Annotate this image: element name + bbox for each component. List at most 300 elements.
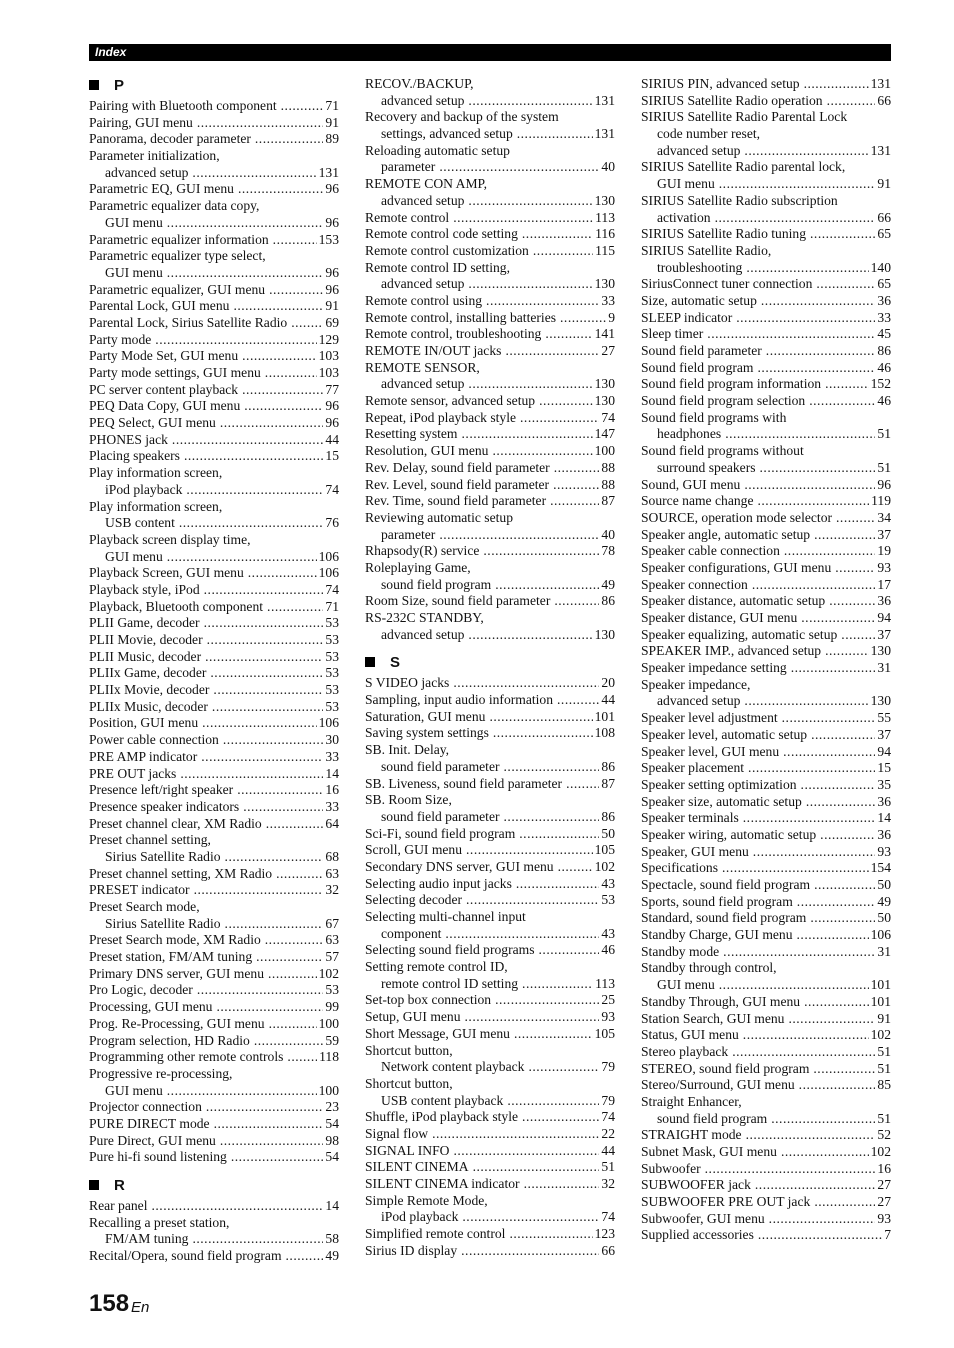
dot-leader — [504, 759, 600, 776]
index-entry — [641, 944, 891, 961]
index-entry — [365, 959, 615, 976]
entry-page-number: 94 — [877, 610, 891, 625]
entry-text: Speaker connection — [641, 576, 748, 592]
entry-text: Speaker equalizing, automatic setup — [641, 626, 838, 642]
entry-text: Station Search, GUI menu — [641, 1010, 785, 1026]
entry-page-number: 15 — [877, 760, 891, 776]
entry-page-number: 101 — [594, 708, 615, 724]
entry-text: GUI menu — [105, 548, 163, 564]
entry-text: Saving system settings — [365, 725, 489, 741]
entry-text: remote control ID setting — [381, 975, 519, 991]
entry-text: Parental Lock, GUI menu — [89, 298, 230, 314]
entry-text: REMOTE SENSOR, — [365, 359, 480, 375]
index-entry — [89, 565, 339, 582]
dot-leader — [216, 999, 323, 1016]
entry-text: PHONES jack — [89, 431, 168, 447]
entry-page-number: 88 — [601, 459, 615, 475]
index-entry — [89, 1033, 339, 1050]
entry-page-number: 50 — [601, 825, 615, 841]
dot-leader — [155, 332, 316, 349]
index-entry — [89, 1066, 339, 1083]
entry-text: Simplified remote control — [365, 1226, 506, 1242]
dot-leader — [265, 932, 324, 949]
dot-leader — [825, 376, 869, 393]
entry-text: Pairing, GUI menu — [89, 114, 193, 130]
entry-page-number: 79 — [601, 1059, 615, 1075]
index-entry — [641, 243, 891, 260]
entry-page-number: 96 — [325, 181, 339, 197]
index-entry — [365, 1043, 615, 1060]
entry-page-number: 102 — [870, 1144, 891, 1159]
entry-text: Spectacle, sound field program — [641, 877, 811, 892]
dot-leader — [256, 949, 323, 966]
entry-page-number: 103 — [318, 348, 339, 364]
entry-page-number: 27 — [601, 343, 615, 358]
entry-text: Rear panel — [89, 1198, 148, 1213]
dot-leader — [213, 682, 323, 699]
entry-text: PRE OUT jacks — [89, 765, 177, 781]
entry-page-number: 153 — [318, 231, 339, 247]
entry-text: Parametric equalizer information — [89, 231, 269, 247]
index-entry — [89, 866, 339, 883]
entry-text: surround speakers — [657, 459, 756, 475]
page-number: 158 — [89, 1290, 130, 1317]
entry-text: Party mode settings, GUI menu — [89, 365, 261, 380]
entry-page-number: 37 — [877, 626, 891, 642]
index-entry — [89, 766, 339, 783]
entry-text: Rev. Delay, sound field parameter — [365, 459, 550, 475]
entry-page-number: 68 — [325, 848, 339, 864]
entry-text: Rhapsody(R) service — [365, 543, 480, 559]
entry-page-number: 93 — [877, 843, 891, 859]
dot-leader — [269, 1016, 317, 1033]
entry-page-number: 46 — [877, 359, 891, 375]
entry-page-number: 51 — [877, 1043, 891, 1059]
entry-text: RECOV./BACKUP, — [365, 76, 474, 91]
entry-page-number: 101 — [870, 977, 891, 993]
index-entry — [641, 126, 891, 143]
index-entry — [89, 582, 339, 599]
entry-page-number: 93 — [877, 1210, 891, 1226]
index-entry — [641, 1144, 891, 1161]
entry-text: GUI menu — [105, 264, 163, 280]
entry-page-number: 27 — [877, 1194, 891, 1210]
entry-page-number: 53 — [325, 982, 339, 998]
entry-text: Presence speaker indicators — [89, 798, 240, 814]
dot-leader — [811, 727, 875, 744]
index-entry — [641, 977, 891, 994]
entry-page-number: 130 — [594, 376, 615, 392]
entry-text: Party Mode Set, GUI menu — [89, 348, 239, 364]
entry-page-number: 131 — [594, 92, 615, 108]
entry-text: Stereo playback — [641, 1043, 729, 1059]
entry-text: Remote control — [365, 209, 450, 225]
entry-page-number: 140 — [870, 259, 891, 275]
dot-leader — [725, 426, 875, 443]
index-entry — [641, 1127, 891, 1144]
index-entry — [365, 859, 615, 876]
entry-page-number: 113 — [595, 209, 615, 225]
index-entry — [89, 1049, 339, 1066]
section-letter: S — [390, 653, 401, 671]
entry-page-number: 130 — [870, 643, 891, 659]
index-entry — [89, 415, 339, 432]
dot-leader — [242, 348, 316, 365]
entry-page-number: 129 — [318, 331, 339, 347]
entry-text: Playback screen display time, — [89, 531, 251, 547]
dot-leader — [439, 159, 599, 176]
dot-leader — [801, 610, 875, 627]
entry-page-number: 108 — [594, 725, 615, 741]
dot-leader — [825, 643, 869, 660]
entry-page-number: 74 — [601, 1109, 615, 1125]
dot-leader — [820, 827, 875, 844]
entry-page-number: 51 — [877, 1110, 891, 1126]
index-entry — [365, 627, 615, 644]
index-entry — [641, 376, 891, 393]
entry-text: component — [381, 925, 442, 941]
entry-text: Remote control using — [365, 292, 483, 308]
index-entry — [365, 942, 615, 959]
entry-text: PLIIx Movie, decoder — [89, 682, 210, 698]
entry-page-number: 96 — [325, 214, 339, 230]
entry-page-number: 44 — [601, 1142, 615, 1158]
entry-page-number: 101 — [870, 993, 891, 1009]
entry-page-number: 31 — [877, 943, 891, 959]
index-entry — [641, 527, 891, 544]
index-entry — [641, 360, 891, 377]
dot-leader — [553, 477, 599, 494]
index-entry — [365, 1143, 615, 1160]
section-heading — [89, 1176, 339, 1194]
entry-page-number: 99 — [325, 999, 339, 1015]
dot-leader — [550, 493, 599, 510]
entry-text: SB. Init. Delay, — [365, 742, 450, 758]
dot-leader — [220, 415, 324, 432]
entry-text: SLEEP indicator — [641, 309, 733, 325]
entry-page-number: 45 — [877, 326, 891, 342]
entry-text: SIRIUS Satellite Radio parental lock, — [641, 159, 846, 175]
index-entry — [89, 649, 339, 666]
index-entry — [641, 443, 891, 460]
entry-page-number: 46 — [601, 942, 615, 958]
dot-leader — [755, 1177, 876, 1194]
entry-page-number: 54 — [325, 1115, 339, 1131]
entry-text: Recalling a preset station, — [89, 1214, 230, 1230]
dot-leader — [269, 282, 323, 299]
entry-text: Sirius Satellite Radio — [105, 848, 221, 864]
index-entry — [89, 882, 339, 899]
entry-text: Selecting sound field programs — [365, 942, 535, 958]
entry-text: Prog. Re-Processing, GUI menu — [89, 1015, 265, 1031]
entry-text: advanced setup — [657, 693, 741, 709]
entry-page-number: 33 — [325, 748, 339, 764]
entry-page-number: 35 — [877, 776, 891, 792]
index-entry — [365, 759, 615, 776]
entry-text: Party mode — [89, 331, 152, 347]
entry-text: GUI menu — [657, 176, 715, 192]
entry-page-number: 100 — [594, 443, 615, 459]
entry-page-number: 98 — [325, 1132, 339, 1148]
entry-text: PURE DIRECT mode — [89, 1115, 210, 1131]
index-entry — [641, 276, 891, 293]
index-entry — [365, 692, 615, 709]
dot-leader — [201, 749, 323, 766]
entry-text: Sound field programs with — [641, 409, 787, 425]
dot-leader — [468, 93, 592, 110]
entry-text: Scroll, GUI menu — [365, 842, 463, 858]
dot-leader — [495, 992, 599, 1009]
section-letter: R — [114, 1176, 125, 1194]
dot-leader — [212, 699, 323, 716]
dot-leader — [473, 1159, 600, 1176]
dot-leader — [752, 577, 876, 594]
index-entry — [641, 143, 891, 160]
index-entry — [89, 966, 339, 983]
entry-text: Subwoofer — [641, 1160, 701, 1176]
dot-leader — [242, 382, 323, 399]
index-entry — [365, 1243, 615, 1260]
dot-leader — [791, 660, 876, 677]
dot-leader — [192, 165, 316, 182]
index-entry — [365, 360, 615, 377]
dot-leader — [707, 326, 875, 343]
index-entry — [641, 860, 891, 877]
dot-leader — [519, 826, 599, 843]
section-letter: P — [114, 76, 125, 94]
index-entry — [89, 1248, 339, 1265]
index-entry — [365, 243, 615, 260]
entry-page-number: 86 — [877, 343, 891, 358]
index-entry — [365, 293, 615, 310]
index-entry — [89, 515, 339, 532]
entry-text: Pure hi-fi sound listening — [89, 1149, 227, 1165]
square-bullet-icon — [365, 657, 375, 667]
index-entry — [365, 675, 615, 692]
entry-text: Playback, Bluetooth component — [89, 598, 264, 614]
entry-page-number: 100 — [318, 1015, 339, 1031]
index-entry — [641, 827, 891, 844]
index-entry — [641, 1161, 891, 1178]
entry-page-number: 46 — [877, 393, 891, 409]
dot-leader — [192, 1231, 323, 1248]
entry-page-number: 91 — [325, 298, 339, 314]
entry-page-number: 87 — [601, 493, 615, 509]
dot-leader — [758, 1227, 882, 1244]
dot-leader — [453, 1143, 599, 1160]
index-entry — [641, 744, 891, 761]
index-entry — [641, 960, 891, 977]
dot-leader — [167, 215, 324, 232]
entry-text: SIRIUS Satellite Radio Parental Lock — [641, 109, 848, 125]
index-entry — [89, 332, 339, 349]
index-entry — [365, 460, 615, 477]
index-entry — [89, 499, 339, 516]
index-entry — [641, 627, 891, 644]
dot-leader — [829, 593, 875, 610]
index-entry — [89, 1231, 339, 1248]
section-label: Index — [95, 45, 127, 59]
index-entry — [89, 699, 339, 716]
entry-page-number: 91 — [325, 114, 339, 130]
entry-text: Speaker level adjustment — [641, 710, 778, 726]
entry-text: Parametric equalizer data copy, — [89, 198, 260, 214]
entry-page-number: 96 — [325, 415, 339, 431]
index-entry — [365, 776, 615, 793]
entry-text: S VIDEO jacks — [365, 675, 450, 691]
entry-text: SB. Room Size, — [365, 792, 452, 808]
entry-page-number: 49 — [601, 576, 615, 592]
entry-page-number: 16 — [325, 782, 339, 798]
entry-text: activation — [657, 209, 711, 225]
entry-text: Power cable connection — [89, 732, 219, 748]
entry-page-number: 93 — [877, 559, 891, 575]
dot-leader — [507, 1093, 599, 1110]
index-entry — [365, 310, 615, 327]
dot-leader — [223, 732, 324, 749]
dot-leader — [207, 632, 324, 649]
entry-text: SUBWOOFER jack — [641, 1177, 751, 1193]
dot-leader — [814, 527, 875, 544]
index-entry — [365, 1009, 615, 1026]
dot-leader — [167, 549, 317, 566]
dot-leader — [723, 944, 875, 961]
entry-text: PLIIx Music, decoder — [89, 698, 208, 714]
dot-leader — [719, 977, 869, 994]
index-entry — [89, 916, 339, 933]
dot-leader — [539, 393, 593, 410]
dot-leader — [788, 1011, 875, 1028]
index-entry — [641, 426, 891, 443]
index-entry — [89, 782, 339, 799]
entry-page-number: 36 — [877, 292, 891, 308]
entry-text: Rev. Time, sound field parameter — [365, 493, 547, 509]
entry-page-number: 66 — [877, 92, 891, 108]
entry-text: Resolution, GUI menu — [365, 443, 489, 459]
dot-leader — [244, 398, 323, 415]
index-entry — [641, 593, 891, 610]
index-entry — [365, 992, 615, 1009]
entry-page-number: 130 — [594, 393, 615, 409]
entry-text: settings, advanced setup — [381, 126, 513, 142]
entry-page-number: 106 — [870, 927, 891, 943]
entry-page-number: 71 — [325, 98, 339, 113]
dot-leader — [761, 293, 876, 310]
entry-text: Status, GUI menu — [641, 1027, 739, 1043]
dot-leader — [210, 665, 323, 682]
dot-leader — [466, 842, 593, 859]
dot-leader — [461, 1243, 599, 1260]
entry-text: Sound field parameter — [641, 343, 762, 358]
index-entry — [89, 398, 339, 415]
dot-leader — [468, 276, 592, 293]
index-entry — [641, 894, 891, 911]
entry-page-number: 67 — [325, 915, 339, 931]
entry-page-number: 91 — [877, 176, 891, 192]
entry-page-number: 123 — [594, 1226, 615, 1242]
entry-page-number: 115 — [595, 242, 615, 258]
index-entry — [365, 926, 615, 943]
index-entry — [89, 248, 339, 265]
index-entry — [641, 693, 891, 710]
index-entry — [365, 610, 615, 627]
index-entry — [89, 949, 339, 966]
index-entry — [89, 816, 339, 833]
entry-text: GUI menu — [105, 1082, 163, 1098]
index-entry — [365, 826, 615, 843]
entry-page-number: 17 — [877, 576, 891, 592]
dot-leader — [813, 1061, 875, 1078]
entry-text: advanced setup — [381, 92, 465, 108]
entry-page-number: 102 — [594, 858, 615, 874]
index-entry — [641, 343, 891, 360]
index-entry — [365, 226, 615, 243]
entry-text: Reviewing automatic setup — [365, 509, 513, 525]
entry-text: Reloading automatic setup — [365, 142, 510, 158]
index-entry — [641, 810, 891, 827]
dot-leader — [486, 293, 599, 310]
dot-leader — [453, 210, 593, 227]
entry-page-number: 52 — [877, 1127, 891, 1143]
entry-page-number: 106 — [318, 548, 339, 564]
index-entry — [365, 560, 615, 577]
entry-page-number: 86 — [601, 593, 615, 609]
entry-page-number: 53 — [325, 682, 339, 698]
index-entry — [641, 93, 891, 110]
index-entry — [89, 1116, 339, 1133]
entry-text: Speaker placement — [641, 760, 745, 776]
dot-leader — [197, 982, 324, 999]
entry-text: Pro Logic, decoder — [89, 982, 193, 998]
index-entry — [365, 543, 615, 560]
section-heading — [89, 76, 339, 94]
entry-text: Recovery and backup of the system — [365, 109, 559, 125]
index-entry — [365, 593, 615, 610]
entry-page-number: 30 — [325, 732, 339, 748]
entry-text: GUI menu — [105, 214, 163, 230]
entry-page-number: 19 — [877, 543, 891, 559]
entry-text: Shortcut button, — [365, 1042, 453, 1058]
entry-page-number: 20 — [601, 675, 615, 691]
dot-leader — [804, 994, 869, 1011]
index-entry — [89, 131, 339, 148]
entry-page-number: 37 — [877, 526, 891, 542]
dot-leader — [516, 876, 600, 893]
index-entry — [89, 348, 339, 365]
index-entry — [365, 1059, 615, 1076]
entry-text: Setup, GUI menu — [365, 1009, 461, 1025]
index-entry — [641, 293, 891, 310]
entry-page-number: 51 — [601, 1159, 615, 1175]
dot-leader — [797, 894, 876, 911]
index-entry — [89, 632, 339, 649]
index-entry — [89, 982, 339, 999]
dot-leader — [520, 410, 599, 427]
dot-leader — [557, 692, 599, 709]
index-entry — [365, 260, 615, 277]
dot-leader — [453, 675, 599, 692]
index-entry — [365, 1109, 615, 1126]
dot-leader — [489, 709, 592, 726]
entry-text: REMOTE IN/OUT jacks — [365, 343, 502, 358]
entry-page-number: 22 — [601, 1125, 615, 1141]
entry-text: Repeat, iPod playback style — [365, 409, 517, 425]
dot-leader — [432, 1126, 599, 1143]
dot-leader — [214, 1116, 324, 1133]
entry-text: Processing, GUI menu — [89, 999, 213, 1015]
index-entry — [365, 477, 615, 494]
entry-page-number: 32 — [601, 1176, 615, 1191]
